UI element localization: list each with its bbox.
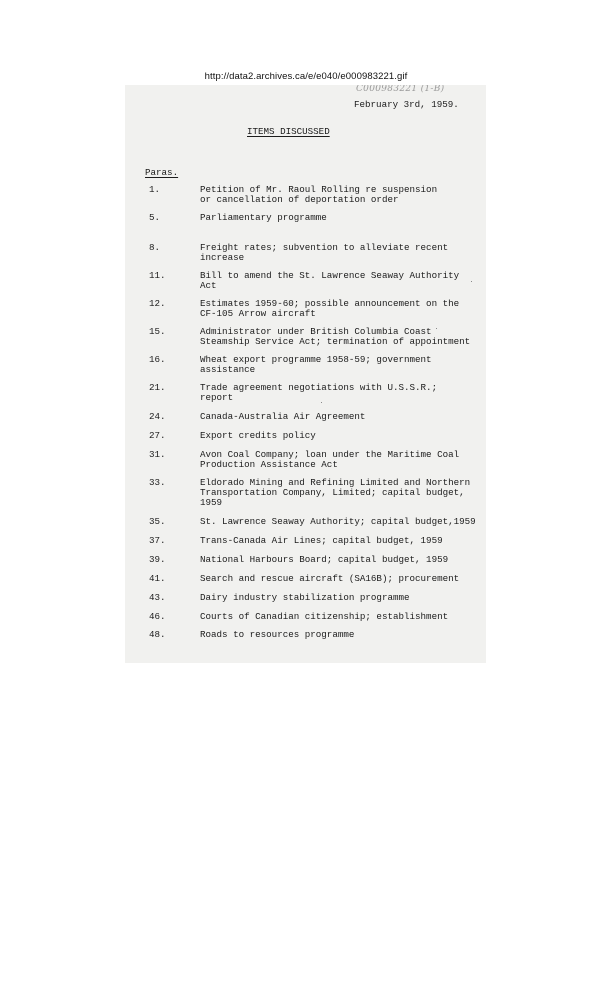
- item-number: 24.: [149, 411, 166, 422]
- item-text: Trans-Canada Air Lines; capital budget, 1959: [200, 535, 443, 546]
- item-number: 21.: [149, 382, 166, 393]
- item-number: 35.: [149, 516, 166, 527]
- item-text: Petition of Mr. Raoul Rolling re suspension or cancellation of deportation order: [200, 184, 438, 206]
- item-number: 8.: [149, 242, 161, 253]
- item-text: Bill to amend the St. Lawrence Seaway Authority Act: [200, 270, 460, 292]
- item-text: St. Lawrence Seaway Authority; capital budget,1959: [200, 516, 476, 527]
- item-text: Avon Coal Company; loan under the Maritime Coal Production Assistance Act: [200, 449, 460, 471]
- item-number: 1.: [149, 184, 161, 195]
- item-text: Estimates 1959-60; possible announcement on the CF-105 Arrow aircraft: [200, 298, 460, 320]
- item-text: Dairy industry stabilization programme: [200, 592, 410, 603]
- items-list: [125, 85, 486, 663]
- item-text: Administrator under British Columbia Coast Steamship Service Act; termination of appointment: [200, 326, 471, 348]
- item-text: Trade agreement negotiations with U.S.S.R.; report: [200, 382, 438, 404]
- item-text: Freight rates; subvention to alleviate recent increase: [200, 242, 449, 264]
- item-text: Export credits policy: [200, 430, 316, 441]
- item-number: 33.: [149, 477, 166, 488]
- item-text: Wheat export programme 1958-59; government assistance: [200, 354, 432, 376]
- item-text: Search and rescue aircraft (SA16B); procurement: [200, 573, 460, 584]
- item-text: Canada-Australia Air Agreement: [200, 411, 366, 422]
- item-text: Courts of Canadian citizenship; establishment: [200, 611, 449, 622]
- item-number: 16.: [149, 354, 166, 365]
- item-number: 5.: [149, 212, 161, 223]
- item-number: 39.: [149, 554, 166, 565]
- handwritten-annotation: C000983221 (1-B): [356, 85, 445, 94]
- scan-speck: [436, 328, 437, 329]
- item-number: 43.: [149, 592, 166, 603]
- item-number: 11.: [149, 270, 166, 281]
- item-text: Roads to resources programme: [200, 629, 355, 640]
- scan-speck: [471, 281, 472, 282]
- document-date: February 3rd, 1959.: [354, 99, 459, 110]
- source-url: http://data2.archives.ca/e/e040/e000983221.gif: [204, 71, 408, 82]
- paras-label: Paras.: [145, 167, 179, 178]
- item-number: 27.: [149, 430, 166, 441]
- item-number: 37.: [149, 535, 166, 546]
- item-number: 31.: [149, 449, 166, 460]
- item-text: National Harbours Board; capital budget, 1959: [200, 554, 449, 565]
- item-number: 15.: [149, 326, 166, 337]
- document-heading: ITEMS DISCUSSED: [247, 126, 330, 137]
- item-number: 12.: [149, 298, 166, 309]
- item-text: Eldorado Mining and Refining Limited and Northern Transportation Company, Limited; capital budget, 1959: [200, 477, 471, 509]
- scanned-document: [125, 85, 486, 663]
- item-number: 41.: [149, 573, 166, 584]
- scan-speck: [321, 402, 322, 403]
- item-number: 48.: [149, 629, 166, 640]
- item-number: 46.: [149, 611, 166, 622]
- item-text: Parliamentary programme: [200, 212, 327, 223]
